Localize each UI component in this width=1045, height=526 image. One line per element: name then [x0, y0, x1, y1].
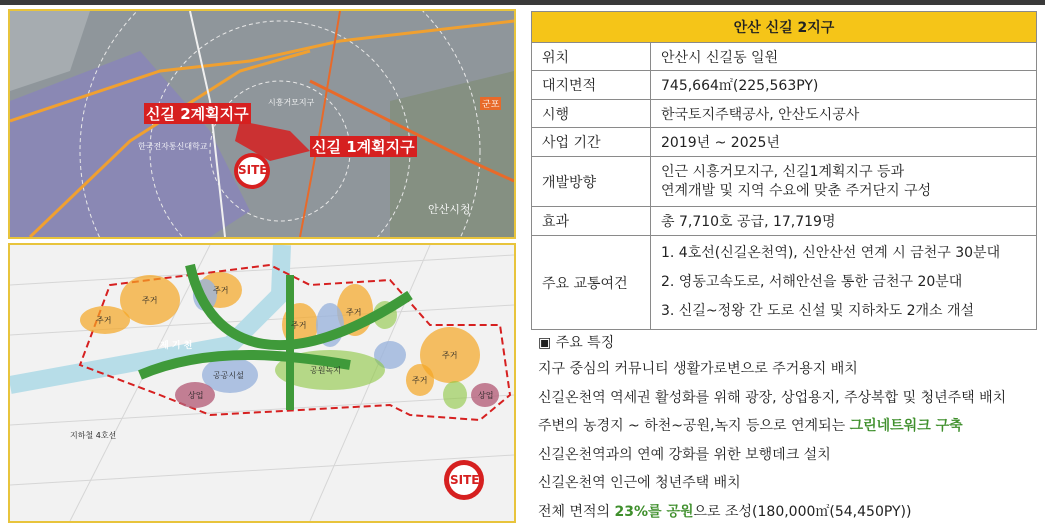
feature-line: 신길온천역 역세권 활성화를 위해 광장, 상업용지, 주상복합 및 청년주택 배치 [538, 389, 1007, 406]
feature-highlight: 23%를 공원 [614, 503, 694, 520]
feature-line [538, 498, 1038, 526]
feature-text: 전체 면적의 [538, 503, 615, 520]
plan-label: 제 기 천 [160, 341, 193, 351]
row-key: 개발방향 [532, 157, 651, 207]
plan-label: 주거 [96, 316, 112, 325]
feature-line: 지구 중심의 커뮤니티 생활가로변으로 주거용지 배치 [538, 361, 858, 377]
table-title-row [532, 12, 1037, 43]
zone2-label: 신길 2계획지구 [146, 105, 249, 123]
row-value-line: 연계개발 및 지역 수요에 맞춘 주거단지 구성 [661, 182, 932, 199]
zone1-label: 신길 1계획지구 [312, 138, 415, 156]
feature-line: 신길온천역 인근에 청년주택 배치 [538, 475, 741, 491]
plan-label: 지하철 4호선 [70, 431, 117, 440]
table-row [532, 157, 1037, 207]
row-value: 한국토지주택공사, 안산도시공사 [651, 100, 1037, 128]
row-key: 사업 기간 [532, 128, 651, 157]
place-small3: 한국전자통신대학교 [138, 142, 208, 151]
feature-line: 신길온천역과의 연예 강화를 위한 보행데크 설치 [538, 446, 831, 463]
row-value: 안산시 신길동 일원 [651, 43, 1037, 71]
row-value [651, 236, 1037, 330]
plan-label: 주거 [412, 376, 428, 385]
place-city: 안산시청 [428, 203, 471, 216]
feature-text: 으로 조성(180,000㎡(54,450PY)) [693, 503, 912, 520]
row-value: 745,664㎡(225,563PY) [651, 71, 1037, 100]
table-row [532, 71, 1037, 100]
table-row [532, 100, 1037, 128]
row-key: 시행 [532, 100, 651, 128]
project-info-table [531, 11, 1037, 330]
top-bar [0, 0, 1045, 5]
plan-label: 주거 [142, 296, 158, 305]
land-use-plan [8, 243, 516, 523]
place-small2: 군포 [480, 97, 501, 110]
plan-label: 주거 [442, 351, 458, 360]
plan-label: 공공시설 [213, 371, 244, 380]
table-row [532, 128, 1037, 157]
list-item: 2. 영동고속도로, 서해안선을 통한 금천구 20분대 [661, 274, 963, 290]
row-key: 주요 교통여건 [532, 236, 651, 330]
plan-label: 공원녹지 [310, 366, 341, 375]
row-value [651, 157, 1037, 207]
plan-label: 주거 [346, 308, 362, 317]
row-key: 대지면적 [532, 71, 651, 100]
plan-label: 주거 [213, 286, 229, 295]
feature-text: 주변의 농경지 ~ 하천~공원,녹지 등으로 연계되는 [538, 418, 850, 434]
traffic-list [661, 239, 1026, 326]
row-value: 총 7,710호 공급, 17,719명 [651, 207, 1037, 236]
table-row [532, 207, 1037, 236]
plan-label: 상업 [188, 391, 204, 400]
site-marker-2: SITE [450, 473, 480, 487]
list-item: 3. 신길~정왕 간 도로 신설 및 지하차도 2개소 개설 [661, 303, 975, 319]
table-row [532, 236, 1037, 330]
feature-highlight: 그린네트워크 구축 [849, 418, 963, 434]
site-marker: SITE [238, 163, 268, 177]
plan-label: 주거 [291, 321, 307, 330]
plan-label: 상업 [478, 391, 494, 400]
table-title: 안산 신길 2지구 [532, 12, 1037, 43]
list-item: 1. 4호선(신길온천역), 신안산선 연계 시 금천구 30분대 [661, 245, 1001, 261]
row-key: 위치 [532, 43, 651, 71]
table-row [532, 43, 1037, 71]
row-value: 2019년 ~ 2025년 [651, 128, 1037, 157]
key-features [538, 331, 1038, 526]
row-value-line: 인근 시흥거모지구, 신길1계획지구 등과 [661, 163, 905, 180]
row-key: 효과 [532, 207, 651, 236]
features-header: ▣ 주요 특징 [538, 335, 615, 351]
feature-line [538, 412, 1038, 441]
place-small1: 시흥거모지구 [268, 98, 315, 107]
location-map [8, 9, 516, 239]
